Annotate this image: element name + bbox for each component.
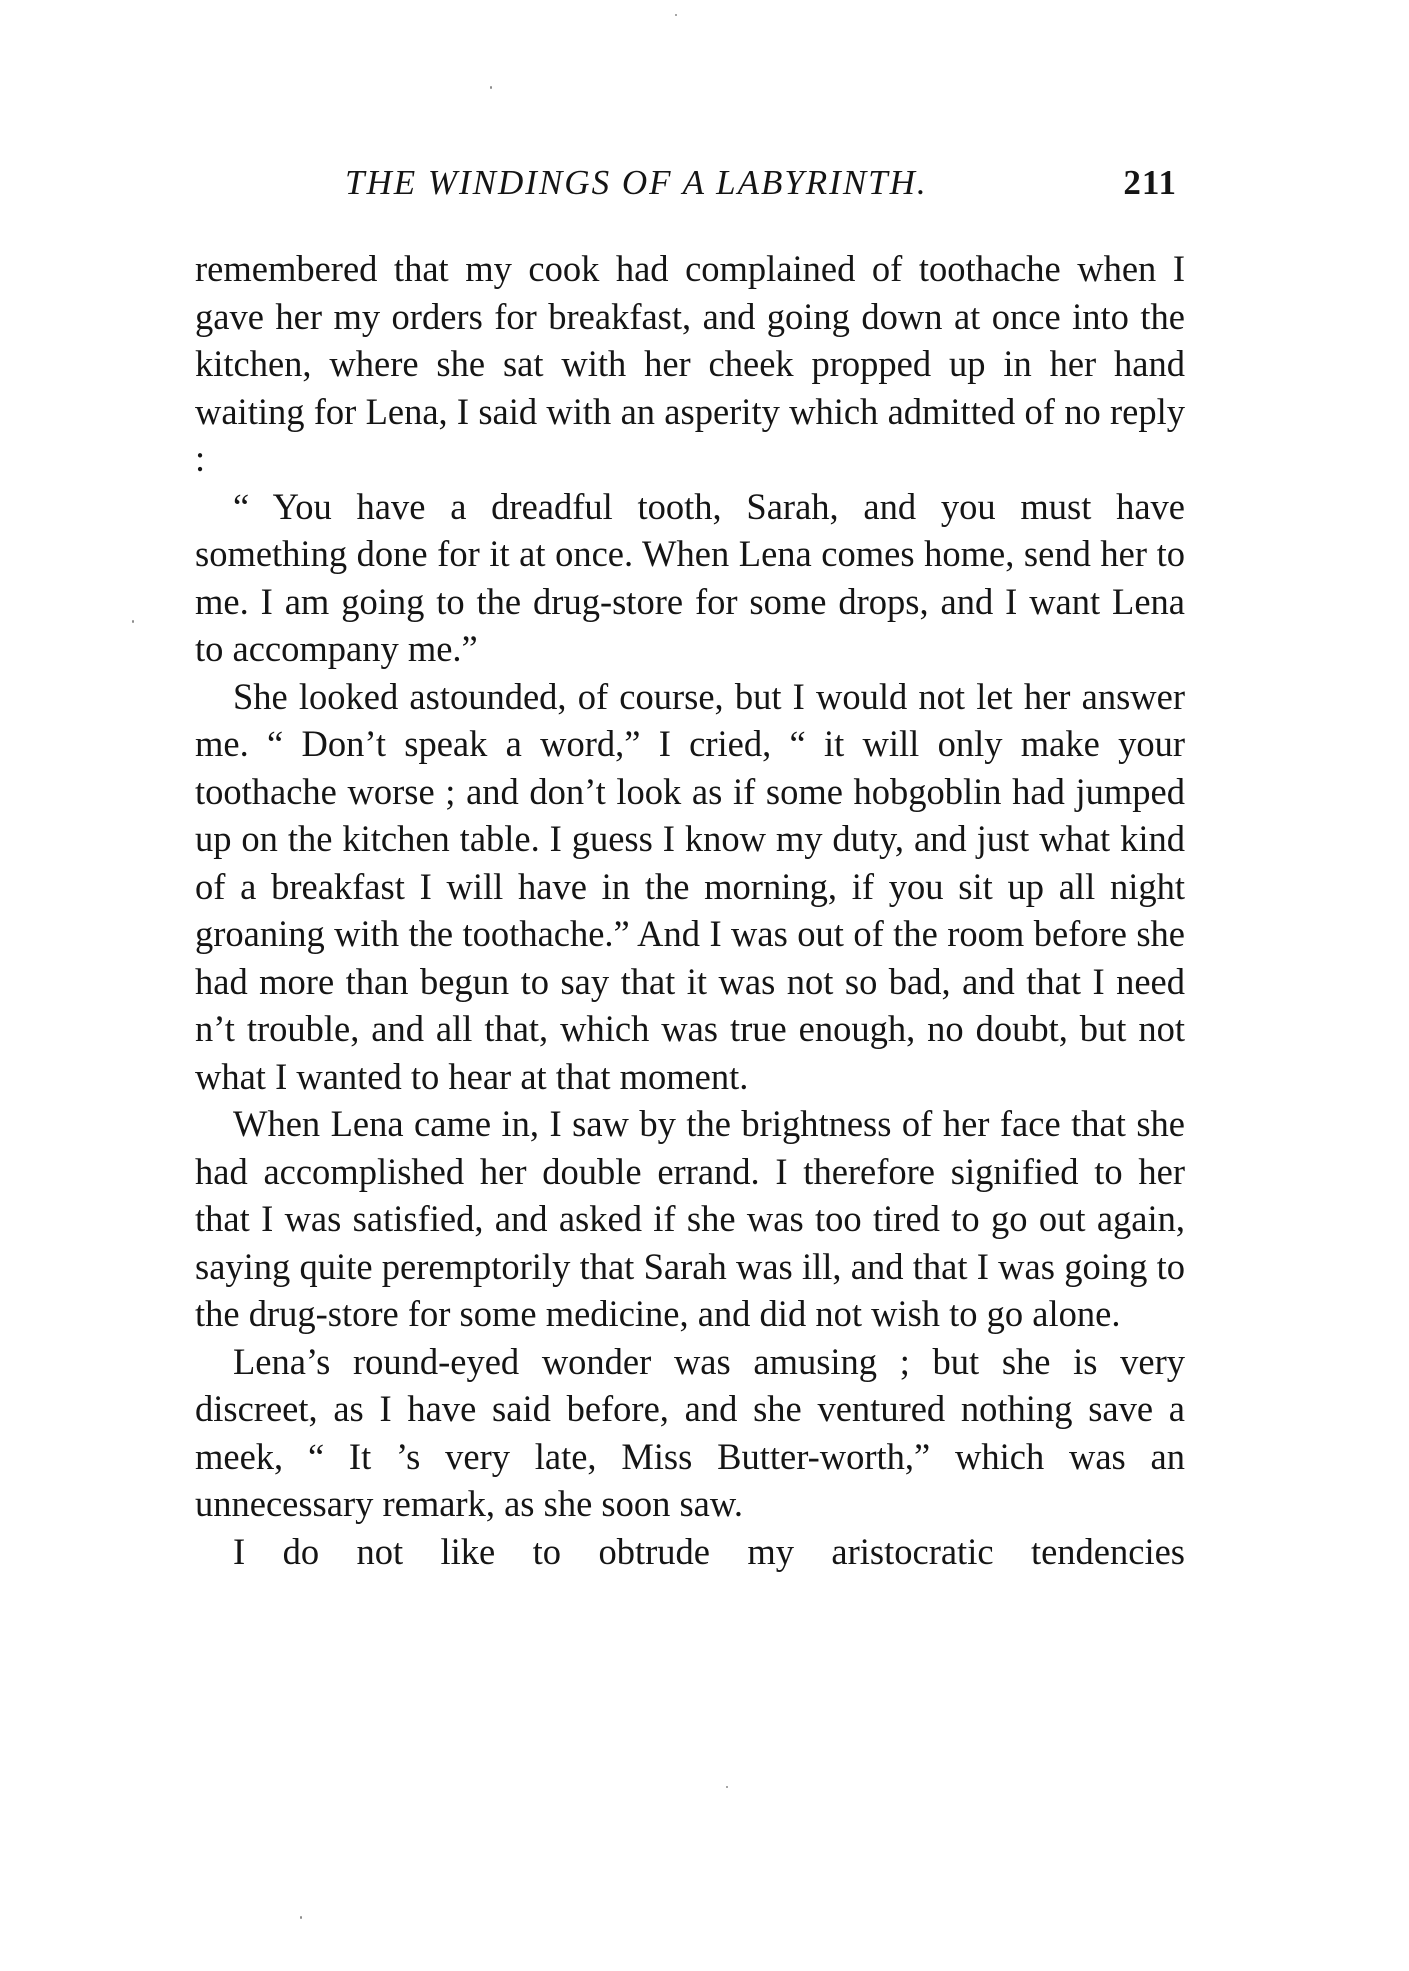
body-text [195,245,1185,1575]
paragraph: remembered that my cook had complained of toothache when I gave her my orders for breakfast, and going down at once into the kitchen, where she sat with her cheek propped up in her hand waiting for Lena, I said with an asperity which admitted of no reply : [195,248,1185,479]
paragraph: When Lena came in, I saw by the brightness of her face that she had accomplished her double errand. I therefore signified to her that I was satisfied, and asked if she was too tired to go out again, saying quite peremptorily that Sarah was ill, and that I was going to the drug-store for some medicine, and did not wish to go alone. [195,1103,1185,1334]
running-head [195,158,1185,208]
paragraph: She looked astounded, of course, but I would not let her answer me. “ Don’t speak a word,” I cried, “ it will only make your toothache worse ; and don’t look as if some hobgoblin had jumped up on the kitchen table. I guess I know my duty, and just what kind of a breakfast I will have in the morning, if you sit up all night groaning with the toothache.” And I was out of the room before she had more than begun to say that it was not so bad, and that I need n’t trouble, and all that, which was true enough, no doubt, but not what I wanted to hear at that moment. [195,675,1185,1097]
paper-speck [300,1916,302,1919]
paper-speck [132,620,134,623]
paper-speck [675,14,677,16]
paragraph: Lena’s round-eyed wonder was amusing ; but she is very discreet, as I have said before, and she ventured nothing save a meek, “ It ’s very late, Miss Butter-worth,” which was an unnecessary remark, as she soon saw. [195,1340,1185,1524]
paper-speck [726,1786,728,1788]
paragraph: I do not like to obtrude my aristocratic tendencies [233,1530,1185,1572]
running-title: THE WINDINGS OF A LABYRINTH. [345,163,928,202]
page-number: 211 [1123,163,1177,202]
paragraph: “ You have a dreadful tooth, Sarah, and you must have something done for it at once. When Lena comes home, send her to me. I am going to the drug-store for some drops, and I want Lena to accompany me.” [195,485,1185,669]
paper-speck [490,86,492,89]
